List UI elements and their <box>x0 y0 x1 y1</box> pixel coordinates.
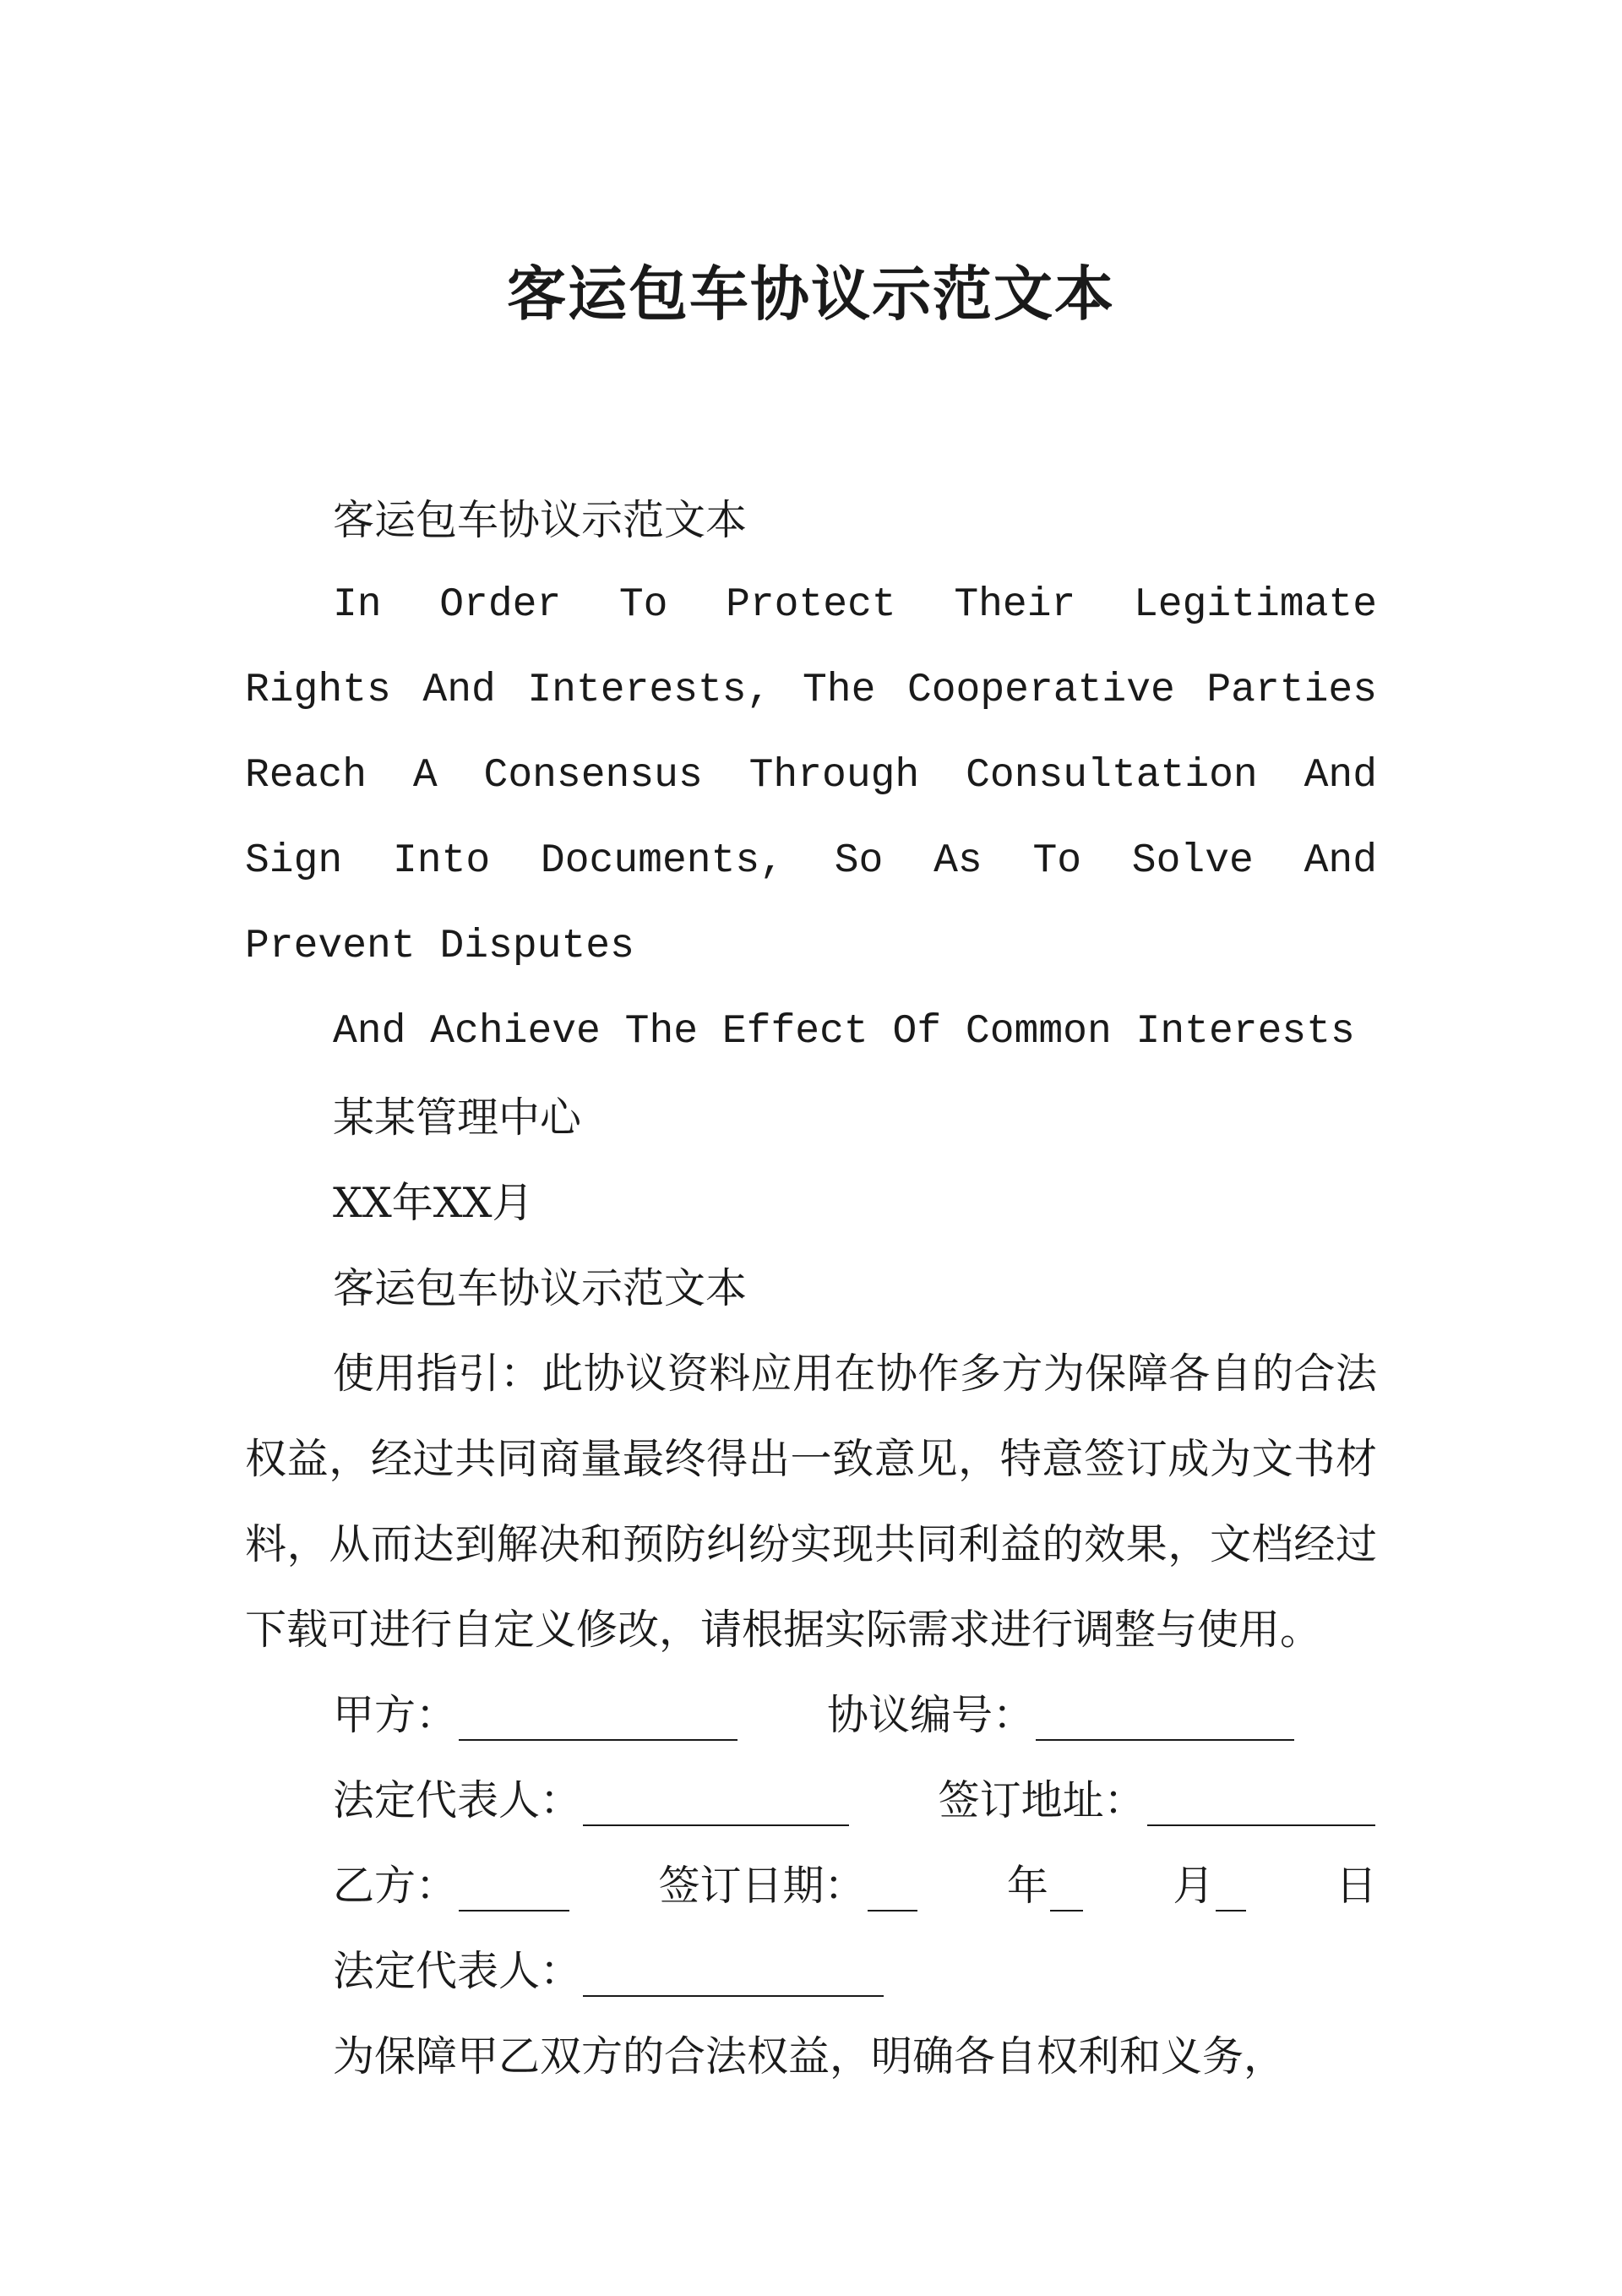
legal-rep-label-2: 法定代表人： <box>333 1947 582 1995</box>
party-b-label: 乙方： <box>333 1862 458 1910</box>
subtitle-repeat: 客运包车协议示范文本 <box>333 1264 748 1312</box>
closing-text: 为保障甲乙双方的合法权益，明确各自权利和义务， <box>333 2032 1286 2081</box>
legal-rep-blank-1[interactable] <box>583 1777 849 1826</box>
agreement-no-blank[interactable] <box>1036 1692 1294 1741</box>
agreement-no-label: 协议编号： <box>827 1691 1035 1739</box>
legal-rep-blank-2[interactable] <box>583 1948 884 1997</box>
party-b-blank[interactable] <box>459 1862 569 1912</box>
day-label: 日 <box>1336 1862 1378 1910</box>
party-b-line <box>245 1843 1377 1928</box>
sign-year-blank[interactable] <box>868 1862 917 1912</box>
usage-guide: 使用指引：此协议资料应用在协作多方为保障各自的合法权益，经过共同商量最终得出一致意见，特意签订成为文书材料，从而达到解决和预防纠纷实现共同利益的效果，文档经过下载可进行自定义修改，请根据实际需求进行调整与使用。 <box>245 1350 1377 1654</box>
document-title: 客运包车协议示范文本 <box>507 259 1115 329</box>
document-date: XX年XX月 <box>333 1179 534 1227</box>
year-label: 年 <box>1006 1862 1048 1910</box>
sign-month-blank[interactable] <box>1050 1862 1084 1912</box>
sign-date-label: 签订日期： <box>658 1862 866 1910</box>
legal-rep-label-1: 法定代表人： <box>333 1776 582 1824</box>
legal-rep-line-2 <box>245 1928 1377 2014</box>
party-a-line <box>245 1672 1377 1758</box>
document-body <box>245 477 1377 2099</box>
sign-address-label: 签订地址： <box>938 1776 1146 1824</box>
english-intro: In Order To Protect Their Legitimate Rights And Interests, The Cooperative Parties Reach A Consensus Through Consultation And Sign Into Documents, So As To Solve And Prevent Disputes <box>245 582 1377 969</box>
organization-name: 某某管理中心 <box>333 1093 582 1142</box>
legal-rep-line-1 <box>245 1758 1377 1843</box>
english-intro-continued: And Achieve The Effect Of Common Interests <box>333 1009 1355 1055</box>
sign-day-blank[interactable] <box>1216 1862 1246 1912</box>
subtitle: 客运包车协议示范文本 <box>333 496 748 544</box>
month-label: 月 <box>1173 1862 1215 1910</box>
sign-address-blank[interactable] <box>1147 1777 1375 1826</box>
party-a-blank[interactable] <box>459 1692 738 1741</box>
party-a-label: 甲方： <box>333 1691 458 1739</box>
